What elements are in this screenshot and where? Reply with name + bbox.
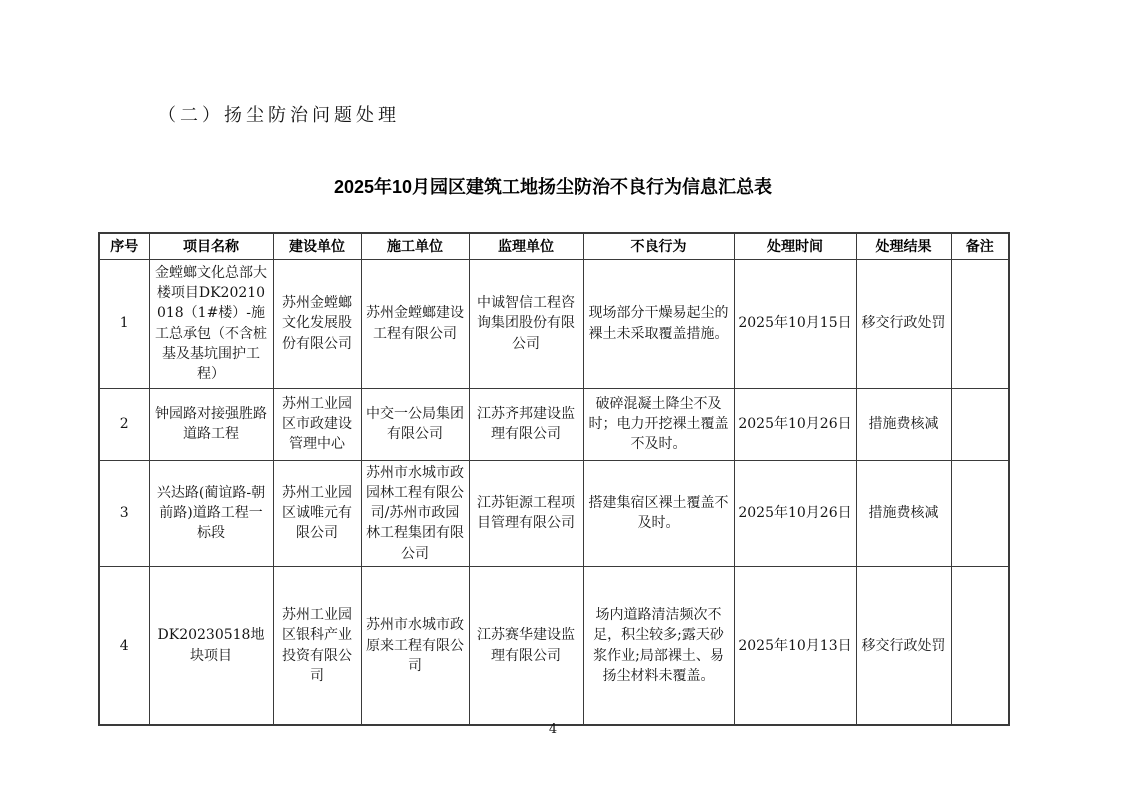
cell-violation: 破碎混凝土降尘不及时；电力开挖裸土覆盖不及时。: [583, 388, 734, 460]
cell-handle-date: 2025年10月13日: [734, 566, 856, 725]
dust-violation-table: [98, 232, 1010, 726]
cell-handle-result: 移交行政处罚: [856, 566, 951, 725]
header-handle-result: 处理结果: [856, 233, 951, 259]
cell-contractor: 苏州金螳螂建设工程有限公司: [361, 259, 469, 388]
header-supervisor: 监理单位: [469, 233, 583, 259]
cell-handle-result: 移交行政处罚: [856, 259, 951, 388]
cell-violation: 现场部分干燥易起尘的裸土未采取覆盖措施。: [583, 259, 734, 388]
cell-contractor: 苏州市水城市政园林工程有限公司/苏州市政园林工程集团有限公司: [361, 460, 469, 566]
table-header-row: [99, 233, 1009, 259]
cell-project: DK20230518地块项目: [149, 566, 273, 725]
cell-seq: 2: [99, 388, 149, 460]
cell-remark: [951, 259, 1009, 388]
cell-handle-date: 2025年10月26日: [734, 460, 856, 566]
table-row: [99, 259, 1009, 388]
cell-remark: [951, 388, 1009, 460]
cell-project: 金螳螂文化总部大楼项目DK20210018（1#楼）-施工总承包（不含桩基及基坑围护工程）: [149, 259, 273, 388]
header-project: 项目名称: [149, 233, 273, 259]
cell-handle-result: 措施费核减: [856, 388, 951, 460]
table-title: 2025年10月园区建筑工地扬尘防治不良行为信息汇总表: [333, 177, 773, 197]
cell-project: 兴达路(蔺谊路-朝前路)道路工程一标段: [149, 460, 273, 566]
section-heading: （二）扬尘防治问题处理: [158, 105, 400, 126]
table-row: [99, 566, 1009, 725]
cell-remark: [951, 566, 1009, 725]
header-remark: 备注: [951, 233, 1009, 259]
header-violation: 不良行为: [583, 233, 734, 259]
cell-seq: 3: [99, 460, 149, 566]
cell-handle-result: 措施费核减: [856, 460, 951, 566]
cell-contractor: 中交一公局集团有限公司: [361, 388, 469, 460]
header-handle-date: 处理时间: [734, 233, 856, 259]
cell-supervisor: 江苏赛华建设监理有限公司: [469, 566, 583, 725]
cell-construction-unit: 苏州金螳螂文化发展股份有限公司: [273, 259, 361, 388]
page-number: 4: [548, 722, 558, 737]
cell-construction-unit: 苏州工业园区市政建设管理中心: [273, 388, 361, 460]
cell-project: 钟园路对接强胜路道路工程: [149, 388, 273, 460]
table-row: [99, 460, 1009, 566]
header-seq: 序号: [99, 233, 149, 259]
cell-remark: [951, 460, 1009, 566]
header-construction-unit: 建设单位: [273, 233, 361, 259]
header-contractor: 施工单位: [361, 233, 469, 259]
cell-supervisor: 江苏齐邦建设监理有限公司: [469, 388, 583, 460]
cell-violation: 场内道路清洁频次不足，积尘较多;露天砂浆作业;局部裸土、易扬尘材料未覆盖。: [583, 566, 734, 725]
cell-handle-date: 2025年10月26日: [734, 388, 856, 460]
cell-contractor: 苏州市水城市政原来工程有限公司: [361, 566, 469, 725]
table-row: [99, 388, 1009, 460]
cell-supervisor: 江苏钜源工程项目管理有限公司: [469, 460, 583, 566]
cell-violation: 搭建集宿区裸土覆盖不及时。: [583, 460, 734, 566]
cell-seq: 4: [99, 566, 149, 725]
cell-construction-unit: 苏州工业园区诚唯元有限公司: [273, 460, 361, 566]
cell-supervisor: 中诚智信工程咨询集团股份有限公司: [469, 259, 583, 388]
cell-handle-date: 2025年10月15日: [734, 259, 856, 388]
cell-seq: 1: [99, 259, 149, 388]
cell-construction-unit: 苏州工业园区银科产业投资有限公司: [273, 566, 361, 725]
